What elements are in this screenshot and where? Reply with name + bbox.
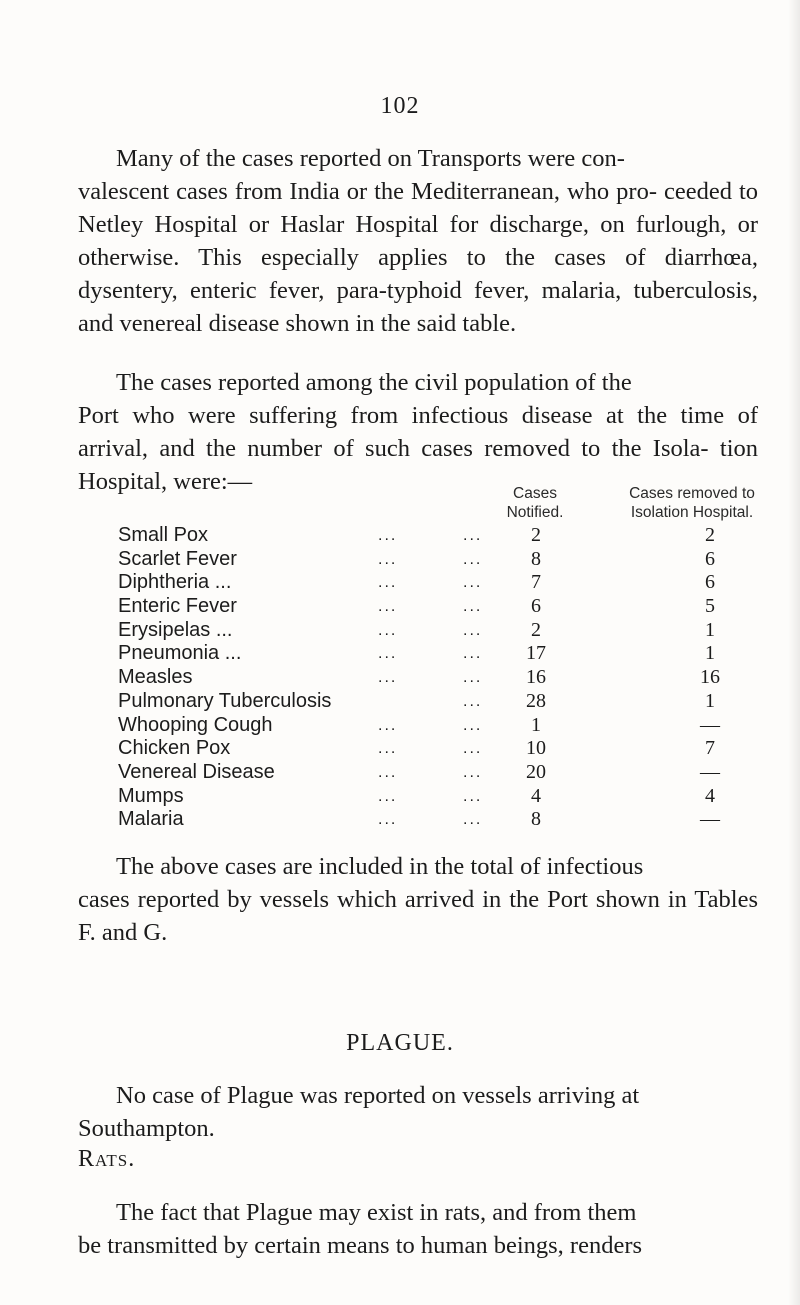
- paragraph-text: Southampton.: [78, 1115, 215, 1142]
- disease-name: Enteric Fever: [118, 595, 237, 618]
- paragraph-transports: [78, 142, 758, 340]
- leader-dots: ...: [378, 598, 398, 616]
- disease-name: Erysipelas ...: [118, 618, 233, 641]
- cases-removed: 1: [705, 642, 715, 665]
- paragraph-rats: [78, 1196, 758, 1262]
- leader-dots: ...: [378, 669, 398, 687]
- table-row: [118, 761, 778, 785]
- page-number: 102: [380, 93, 420, 119]
- leader-dots: ...: [463, 811, 483, 829]
- cases-removed: 1: [705, 618, 715, 641]
- leader-dots: ...: [378, 645, 398, 663]
- cases-removed: 16: [700, 666, 720, 689]
- table-row: [118, 785, 778, 809]
- table-row: [118, 595, 778, 619]
- paragraph-civil-population: [78, 366, 758, 498]
- disease-name: Pulmonary Tuberculosis: [118, 689, 332, 712]
- cases-removed: 6: [705, 547, 715, 570]
- cases-notified: 4: [531, 784, 541, 807]
- table-row: [118, 524, 778, 548]
- leader-dots: ...: [463, 669, 483, 687]
- leader-dots: ...: [463, 598, 483, 616]
- cases-notified: 20: [526, 760, 546, 783]
- disease-name: Small Pox: [118, 524, 209, 546]
- leader-dots: ...: [463, 740, 483, 758]
- leader-dots: ...: [378, 811, 398, 829]
- paragraph-no-plague: [78, 1079, 758, 1145]
- leader-dots: ...: [378, 527, 398, 544]
- cases-removed: 6: [705, 571, 715, 594]
- leader-dots: ...: [463, 692, 483, 710]
- leader-dots: ...: [463, 645, 483, 663]
- disease-name: Malaria: [118, 808, 184, 831]
- page-edge-shadow: [788, 0, 800, 1305]
- leader-dots: ...: [378, 574, 398, 592]
- table-row: [118, 548, 778, 572]
- disease-name: Scarlet Fever: [118, 547, 237, 570]
- paragraph-above-cases: [78, 850, 758, 949]
- cases-notified: 10: [526, 737, 546, 760]
- cases-removed: —: [700, 808, 720, 831]
- table-row: [118, 690, 778, 714]
- cases-removed: 7: [705, 737, 715, 760]
- cases-notified: 16: [526, 666, 546, 689]
- leader-dots: ...: [378, 763, 398, 781]
- cases-notified: 1: [531, 713, 541, 736]
- cases-notified: 6: [531, 595, 541, 618]
- table-row: [118, 571, 778, 595]
- paragraph-text: be transmitted by certain means to human beings, renders: [78, 1232, 643, 1259]
- disease-name: Mumps: [118, 784, 184, 807]
- paragraph-line: No case of Plague was reported on vessels arriving at: [116, 1082, 640, 1109]
- leader-dots: ...: [463, 550, 483, 568]
- disease-name: Whooping Cough: [118, 713, 273, 736]
- paragraph-text: Port who were suffering from infectious disease at the time of arrival, and the number of such cases removed to the Isola- tion Hospital, were:—: [78, 402, 758, 495]
- paragraph-line: The cases reported among the civil population of the: [116, 369, 632, 396]
- cases-notified: 17: [526, 642, 546, 665]
- plague-heading: PLAGUE.: [346, 1030, 454, 1056]
- disease-name: Pneumonia ...: [118, 642, 242, 665]
- leader-dots: ...: [378, 550, 398, 568]
- disease-name: Diphtheria ...: [118, 571, 232, 594]
- paragraph-line: Many of the cases reported on Transports were con-: [116, 145, 625, 172]
- leader-dots: ...: [463, 621, 483, 639]
- paragraph-text: valescent cases from India or the Mediterranean, who pro- ceeded to Netley Hospital or Haslar Hospital for discharge, on furlough, or otherwise. This especially applies to the cases of diarrhœa, dysentery, enteric fever, para-typhoid fever, malaria, tuberculosis, and venereal disease shown in the said table.: [78, 178, 758, 337]
- disease-name: Measles: [118, 666, 193, 689]
- cases-removed: 5: [705, 595, 715, 618]
- leader-dots: ...: [378, 621, 398, 639]
- disease-table: [118, 524, 778, 832]
- cases-notified: 2: [531, 524, 541, 546]
- table-row: [118, 666, 778, 690]
- cases-notified: 2: [531, 618, 541, 641]
- cases-removed: 4: [705, 784, 715, 807]
- leader-dots: ...: [463, 763, 483, 781]
- cases-removed: —: [700, 760, 720, 783]
- table-row: [118, 808, 778, 832]
- table-row: [118, 737, 778, 761]
- disease-name: Venereal Disease: [118, 760, 275, 783]
- leader-dots: ...: [463, 527, 483, 544]
- rats-heading: Rats.: [78, 1146, 136, 1172]
- table-row: [118, 714, 778, 738]
- cases-notified: 7: [531, 571, 541, 594]
- table-row: [118, 642, 778, 666]
- leader-dots: ...: [463, 787, 483, 805]
- table-row: [118, 619, 778, 643]
- leader-dots: ...: [463, 574, 483, 592]
- cases-notified: 28: [526, 689, 546, 712]
- cases-removed: 1: [705, 689, 715, 712]
- cases-removed: —: [700, 713, 720, 736]
- column-header-removed: Cases removed to Isolation Hospital.: [629, 485, 755, 521]
- cases-notified: 8: [531, 547, 541, 570]
- leader-dots: ...: [463, 716, 483, 734]
- disease-name: Chicken Pox: [118, 737, 231, 760]
- paragraph-line: The fact that Plague may exist in rats, and from them: [116, 1199, 637, 1226]
- leader-dots: ...: [378, 716, 398, 734]
- leader-dots: ...: [378, 787, 398, 805]
- cases-removed: 2: [705, 524, 715, 546]
- paragraph-text: cases reported by vessels which arrived in the Port shown in Tables F. and G.: [78, 886, 758, 946]
- cases-notified: 8: [531, 808, 541, 831]
- column-header-notified: Cases Notified.: [506, 485, 564, 521]
- paragraph-line: The above cases are included in the total of infectious: [116, 853, 644, 880]
- leader-dots: ...: [378, 740, 398, 758]
